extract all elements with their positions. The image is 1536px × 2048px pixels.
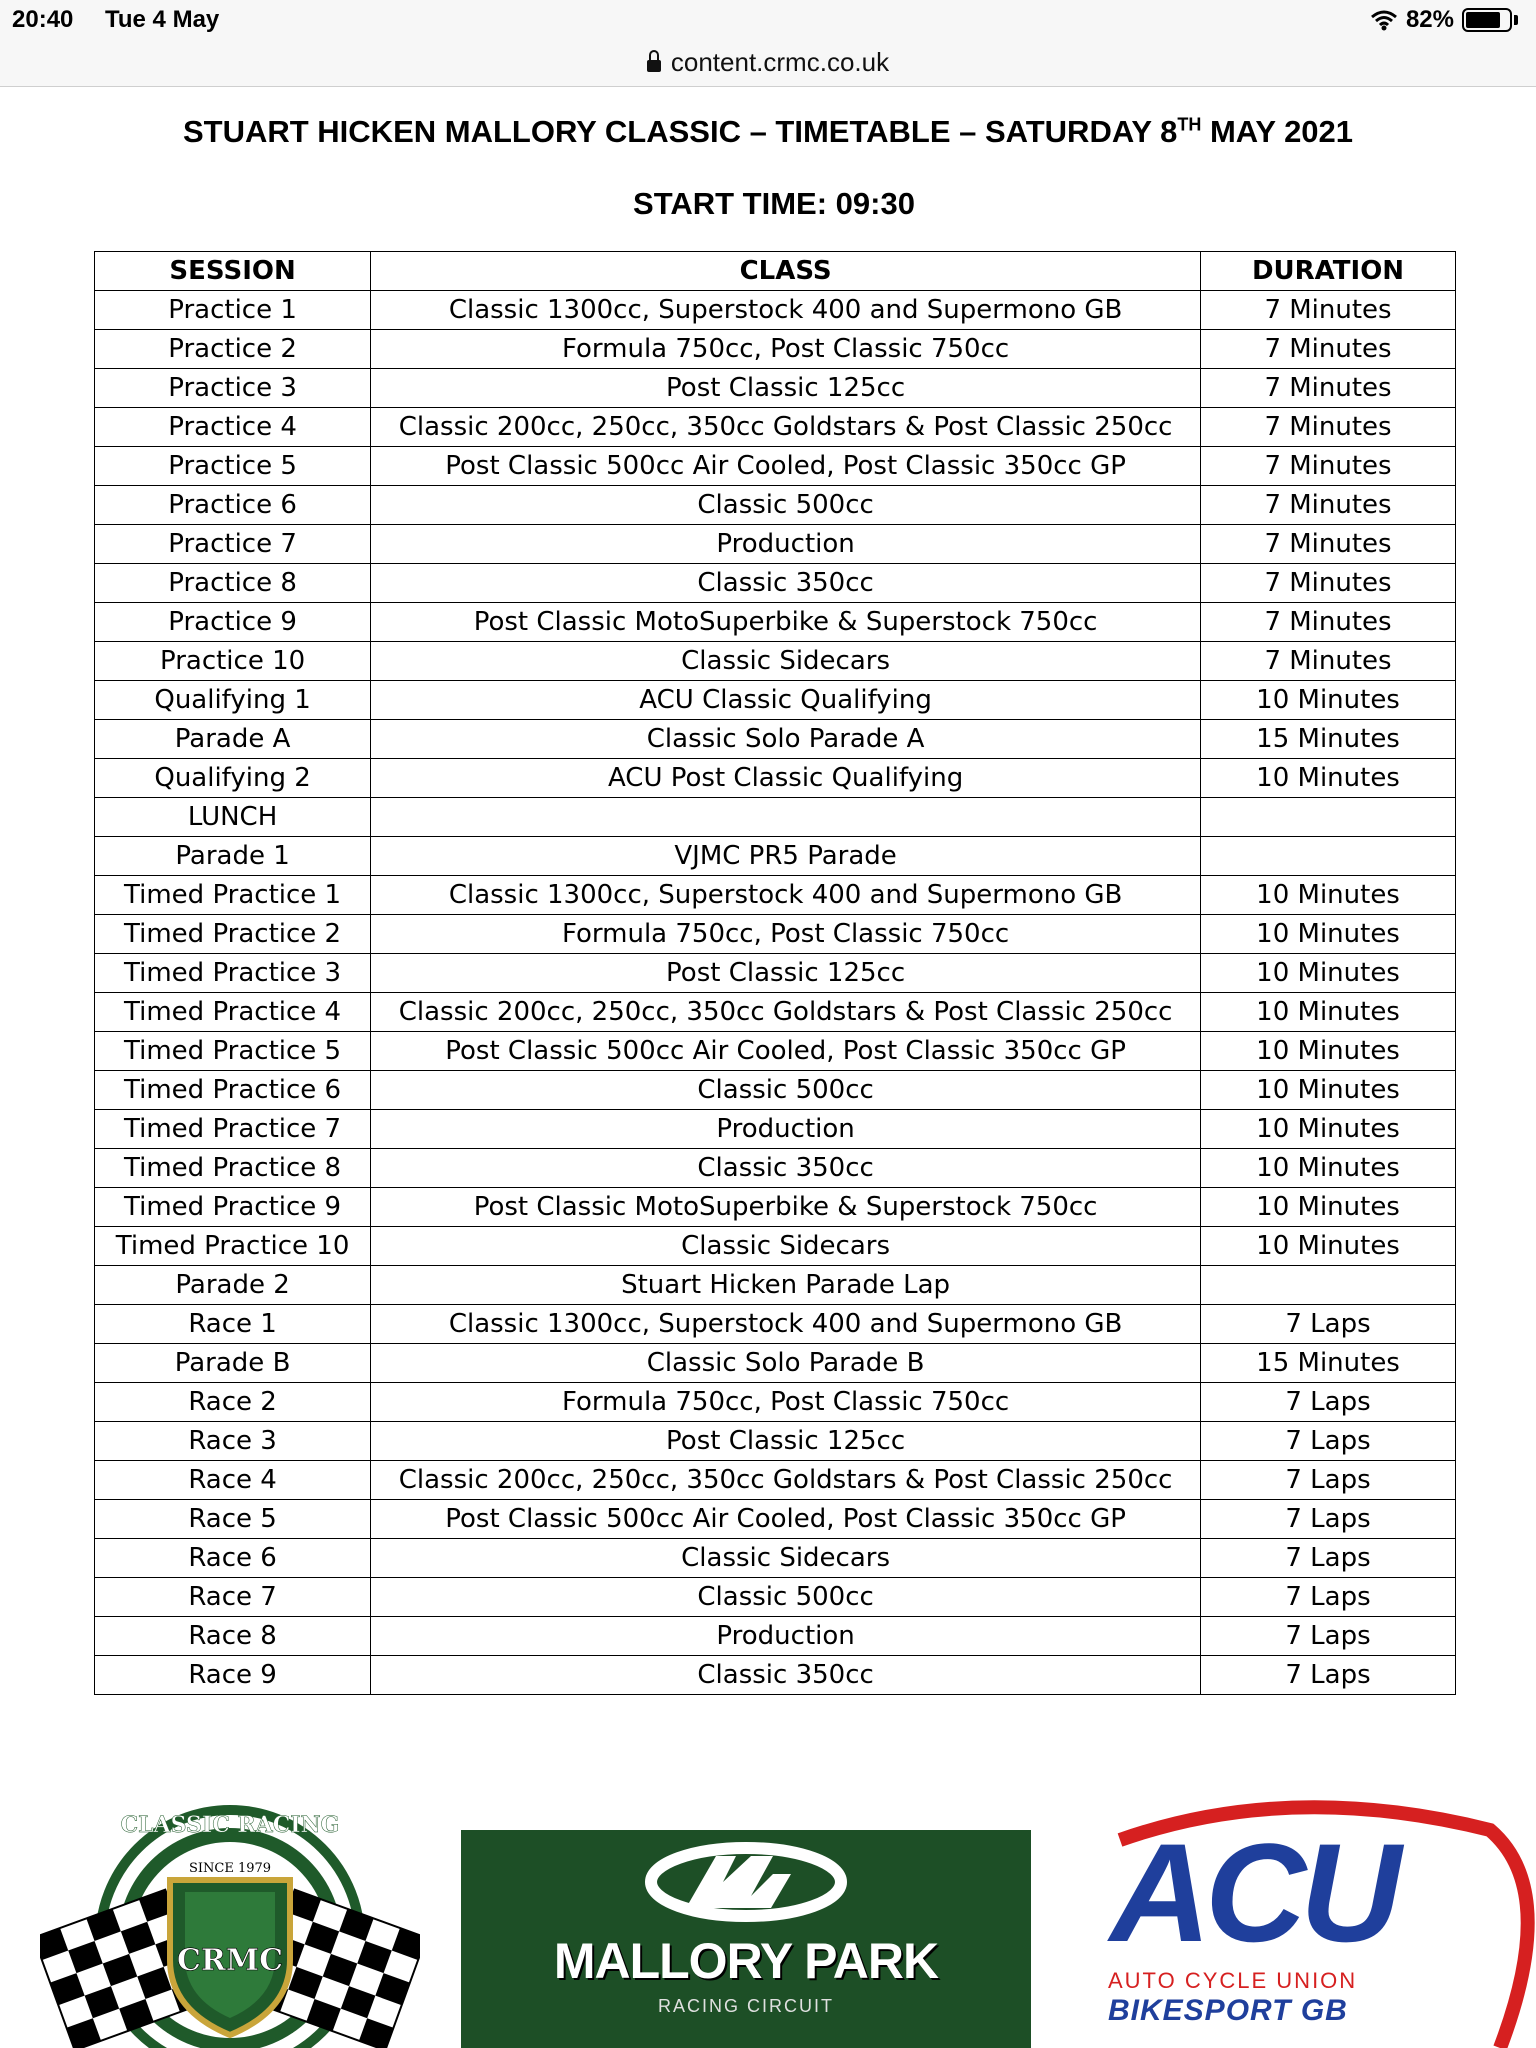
cell-session: Parade 1 bbox=[95, 837, 371, 876]
battery-tip bbox=[1514, 15, 1518, 25]
cell-class: Classic 1300cc, Superstock 400 and Supermono GB bbox=[371, 1305, 1201, 1344]
cell-session: Practice 6 bbox=[95, 486, 371, 525]
mallory-park-logo bbox=[461, 1830, 1031, 2048]
cell-duration: 7 Minutes bbox=[1201, 369, 1456, 408]
table-row bbox=[95, 876, 1456, 915]
cell-duration: 7 Minutes bbox=[1201, 564, 1456, 603]
table-row bbox=[95, 681, 1456, 720]
table-row bbox=[95, 1071, 1456, 1110]
wifi-icon bbox=[1370, 9, 1398, 31]
cell-duration: 10 Minutes bbox=[1201, 954, 1456, 993]
cell-class: VJMC PR5 Parade bbox=[371, 837, 1201, 876]
cell-class: Classic Solo Parade A bbox=[371, 720, 1201, 759]
table-row bbox=[95, 837, 1456, 876]
cell-class: Classic 200cc, 250cc, 350cc Goldstars & Post Classic 250cc bbox=[371, 1461, 1201, 1500]
cell-class: Classic 350cc bbox=[371, 1149, 1201, 1188]
cell-session: Practice 9 bbox=[95, 603, 371, 642]
cell-session: Practice 4 bbox=[95, 408, 371, 447]
cell-duration: 10 Minutes bbox=[1201, 1110, 1456, 1149]
title-end: MAY 2021 bbox=[1201, 114, 1354, 149]
start-time: START TIME: 09:30 bbox=[633, 186, 915, 221]
cell-session: Timed Practice 1 bbox=[95, 876, 371, 915]
cell-class: Classic 500cc bbox=[371, 1578, 1201, 1617]
cell-class: Post Classic 125cc bbox=[371, 369, 1201, 408]
table-row bbox=[95, 915, 1456, 954]
timetable-body bbox=[95, 291, 1456, 1695]
cell-duration: 7 Laps bbox=[1201, 1383, 1456, 1422]
battery-percent: 82% bbox=[1405, 6, 1454, 33]
cell-duration: 10 Minutes bbox=[1201, 1227, 1456, 1266]
cell-class: Classic 500cc bbox=[371, 1071, 1201, 1110]
table-row bbox=[95, 447, 1456, 486]
cell-duration: 10 Minutes bbox=[1201, 1149, 1456, 1188]
table-row bbox=[95, 1500, 1456, 1539]
cell-class: Production bbox=[371, 525, 1201, 564]
cell-class: Classic Sidecars bbox=[371, 1539, 1201, 1578]
crmc-since: SINCE 1979 bbox=[188, 1861, 272, 1876]
cell-duration bbox=[1201, 798, 1456, 837]
status-time: 20:40 bbox=[12, 6, 74, 33]
cell-duration: 7 Minutes bbox=[1201, 447, 1456, 486]
cell-session: Race 9 bbox=[95, 1656, 371, 1695]
cell-class: Formula 750cc, Post Classic 750cc bbox=[371, 915, 1201, 954]
status-bar bbox=[0, 0, 1536, 38]
cell-duration: 10 Minutes bbox=[1201, 1188, 1456, 1227]
mallory-subtitle: RACING CIRCUIT bbox=[658, 1996, 834, 2016]
table-row bbox=[95, 1578, 1456, 1617]
cell-duration: 7 Minutes bbox=[1201, 642, 1456, 681]
sponsor-logos bbox=[0, 1790, 1536, 2048]
cell-duration: 10 Minutes bbox=[1201, 1032, 1456, 1071]
table-row bbox=[95, 1656, 1456, 1695]
table-row bbox=[95, 1032, 1456, 1071]
cell-session: Parade A bbox=[95, 720, 371, 759]
crmc-ring-text: CLASSIC RACING bbox=[120, 1812, 340, 1838]
cell-class: Classic 1300cc, Superstock 400 and Supermono GB bbox=[371, 291, 1201, 330]
cell-duration: 10 Minutes bbox=[1201, 915, 1456, 954]
cell-duration: 7 Laps bbox=[1201, 1422, 1456, 1461]
cell-duration bbox=[1201, 837, 1456, 876]
cell-session: Timed Practice 7 bbox=[95, 1110, 371, 1149]
cell-class: Classic 350cc bbox=[371, 1656, 1201, 1695]
table-row bbox=[95, 993, 1456, 1032]
table-row bbox=[95, 291, 1456, 330]
table-row bbox=[95, 408, 1456, 447]
cell-session: Practice 10 bbox=[95, 642, 371, 681]
table-row bbox=[95, 1227, 1456, 1266]
cell-class: Classic Sidecars bbox=[371, 1227, 1201, 1266]
cell-session: Timed Practice 5 bbox=[95, 1032, 371, 1071]
cell-duration: 7 Laps bbox=[1201, 1500, 1456, 1539]
cell-session: Practice 3 bbox=[95, 369, 371, 408]
table-row bbox=[95, 1539, 1456, 1578]
cell-class: Classic 350cc bbox=[371, 564, 1201, 603]
table-row bbox=[95, 1266, 1456, 1305]
cell-class: Classic 200cc, 250cc, 350cc Goldstars & Post Classic 250cc bbox=[371, 408, 1201, 447]
cell-duration: 7 Laps bbox=[1201, 1461, 1456, 1500]
battery-level bbox=[1466, 12, 1500, 28]
cell-class: Classic Solo Parade B bbox=[371, 1344, 1201, 1383]
cell-session: Practice 1 bbox=[95, 291, 371, 330]
cell-class: Formula 750cc, Post Classic 750cc bbox=[371, 1383, 1201, 1422]
cell-class: ACU Classic Qualifying bbox=[371, 681, 1201, 720]
cell-session: Race 5 bbox=[95, 1500, 371, 1539]
table-row bbox=[95, 798, 1456, 837]
cell-class: Post Classic 125cc bbox=[371, 954, 1201, 993]
cell-session: Practice 2 bbox=[95, 330, 371, 369]
cell-class: Production bbox=[371, 1617, 1201, 1656]
table-row bbox=[95, 1188, 1456, 1227]
cell-session: Parade 2 bbox=[95, 1266, 371, 1305]
cell-duration: 10 Minutes bbox=[1201, 993, 1456, 1032]
table-row bbox=[95, 759, 1456, 798]
cell-duration: 15 Minutes bbox=[1201, 1344, 1456, 1383]
lock-icon bbox=[647, 60, 661, 72]
crmc-logo bbox=[40, 1790, 420, 2048]
table-row bbox=[95, 564, 1456, 603]
table-row bbox=[95, 1344, 1456, 1383]
cell-session: Timed Practice 4 bbox=[95, 993, 371, 1032]
cell-session: Race 6 bbox=[95, 1539, 371, 1578]
title-main: STUART HICKEN MALLORY CLASSIC – TIMETABLE – SATURDAY 8 bbox=[182, 114, 1178, 149]
table-header-row bbox=[95, 252, 1456, 291]
cell-class: Classic 200cc, 250cc, 350cc Goldstars & Post Classic 250cc bbox=[371, 993, 1201, 1032]
acu-logo bbox=[1090, 1800, 1536, 2048]
cell-session: Race 1 bbox=[95, 1305, 371, 1344]
cell-session: Race 3 bbox=[95, 1422, 371, 1461]
mallory-emblem-icon bbox=[461, 1830, 1031, 1930]
header-session: SESSION bbox=[95, 252, 371, 291]
cell-duration: 10 Minutes bbox=[1201, 1071, 1456, 1110]
cell-class: Post Classic 500cc Air Cooled, Post Classic 350cc GP bbox=[371, 1500, 1201, 1539]
cell-duration: 7 Laps bbox=[1201, 1539, 1456, 1578]
address-bar[interactable] bbox=[0, 38, 1536, 87]
table-row bbox=[95, 330, 1456, 369]
table-row bbox=[95, 1110, 1456, 1149]
cell-class: Stuart Hicken Parade Lap bbox=[371, 1266, 1201, 1305]
cell-duration: 7 Minutes bbox=[1201, 486, 1456, 525]
url-text: content.crmc.co.uk bbox=[670, 46, 890, 77]
cell-duration: 7 Minutes bbox=[1201, 330, 1456, 369]
cell-class: Post Classic MotoSuperbike & Superstock 750cc bbox=[371, 1188, 1201, 1227]
cell-session: Race 7 bbox=[95, 1578, 371, 1617]
cell-duration: 10 Minutes bbox=[1201, 681, 1456, 720]
title-superscript: TH bbox=[1177, 114, 1202, 135]
cell-session: Timed Practice 8 bbox=[95, 1149, 371, 1188]
table-row bbox=[95, 603, 1456, 642]
cell-duration: 15 Minutes bbox=[1201, 720, 1456, 759]
cell-session: Practice 8 bbox=[95, 564, 371, 603]
status-indicators bbox=[1370, 6, 1518, 34]
timetable bbox=[94, 251, 1456, 1695]
battery-icon bbox=[1462, 8, 1512, 32]
table-row bbox=[95, 1422, 1456, 1461]
table-row bbox=[95, 642, 1456, 681]
page-title bbox=[0, 114, 1536, 150]
header-duration: DURATION bbox=[1201, 252, 1456, 291]
cell-class: Post Classic MotoSuperbike & Superstock 750cc bbox=[371, 603, 1201, 642]
cell-duration: 7 Minutes bbox=[1201, 603, 1456, 642]
cell-duration: 10 Minutes bbox=[1201, 759, 1456, 798]
header-class: CLASS bbox=[371, 252, 1201, 291]
acu-line1: AUTO CYCLE UNION bbox=[1108, 1968, 1358, 1993]
cell-duration: 7 Laps bbox=[1201, 1578, 1456, 1617]
cell-session: Race 4 bbox=[95, 1461, 371, 1500]
cell-duration: 7 Minutes bbox=[1201, 525, 1456, 564]
cell-class: Production bbox=[371, 1110, 1201, 1149]
cell-session: Timed Practice 9 bbox=[95, 1188, 371, 1227]
table-row bbox=[95, 369, 1456, 408]
cell-session: Race 2 bbox=[95, 1383, 371, 1422]
cell-class: Post Classic 125cc bbox=[371, 1422, 1201, 1461]
crmc-shield-text: CRMC bbox=[177, 1943, 283, 1978]
cell-class: Formula 750cc, Post Classic 750cc bbox=[371, 330, 1201, 369]
cell-session: Timed Practice 6 bbox=[95, 1071, 371, 1110]
table-row bbox=[95, 720, 1456, 759]
cell-duration: 7 Laps bbox=[1201, 1305, 1456, 1344]
mallory-name: MALLORY PARK bbox=[553, 1933, 939, 1989]
acu-line2: BIKESPORT GB bbox=[1108, 1994, 1348, 2027]
cell-session: Race 8 bbox=[95, 1617, 371, 1656]
cell-session: Qualifying 1 bbox=[95, 681, 371, 720]
cell-session: Parade B bbox=[95, 1344, 371, 1383]
cell-class: Classic Sidecars bbox=[371, 642, 1201, 681]
status-date: Tue 4 May bbox=[105, 6, 220, 33]
cell-session: LUNCH bbox=[95, 798, 371, 837]
cell-session: Practice 5 bbox=[95, 447, 371, 486]
cell-duration: 7 Laps bbox=[1201, 1617, 1456, 1656]
cell-duration: 7 Minutes bbox=[1201, 408, 1456, 447]
cell-session: Practice 7 bbox=[95, 525, 371, 564]
cell-class: Post Classic 500cc Air Cooled, Post Classic 350cc GP bbox=[371, 447, 1201, 486]
table-row bbox=[95, 1461, 1456, 1500]
table-row bbox=[95, 1305, 1456, 1344]
cell-class bbox=[371, 798, 1201, 837]
table-row bbox=[95, 1149, 1456, 1188]
cell-session: Qualifying 2 bbox=[95, 759, 371, 798]
table-row bbox=[95, 525, 1456, 564]
cell-duration: 10 Minutes bbox=[1201, 876, 1456, 915]
cell-duration: 7 Minutes bbox=[1201, 291, 1456, 330]
cell-class: Post Classic 500cc Air Cooled, Post Classic 350cc GP bbox=[371, 1032, 1201, 1071]
acu-mark: ACU bbox=[1110, 1814, 1396, 1971]
cell-session: Timed Practice 10 bbox=[95, 1227, 371, 1266]
cell-duration bbox=[1201, 1266, 1456, 1305]
cell-session: Timed Practice 2 bbox=[95, 915, 371, 954]
cell-duration: 7 Laps bbox=[1201, 1656, 1456, 1695]
table-row bbox=[95, 486, 1456, 525]
table-row bbox=[95, 1617, 1456, 1656]
cell-class: Classic 500cc bbox=[371, 486, 1201, 525]
cell-class: Classic 1300cc, Superstock 400 and Supermono GB bbox=[371, 876, 1201, 915]
table-row bbox=[95, 1383, 1456, 1422]
cell-session: Timed Practice 3 bbox=[95, 954, 371, 993]
cell-class: ACU Post Classic Qualifying bbox=[371, 759, 1201, 798]
table-row bbox=[95, 954, 1456, 993]
